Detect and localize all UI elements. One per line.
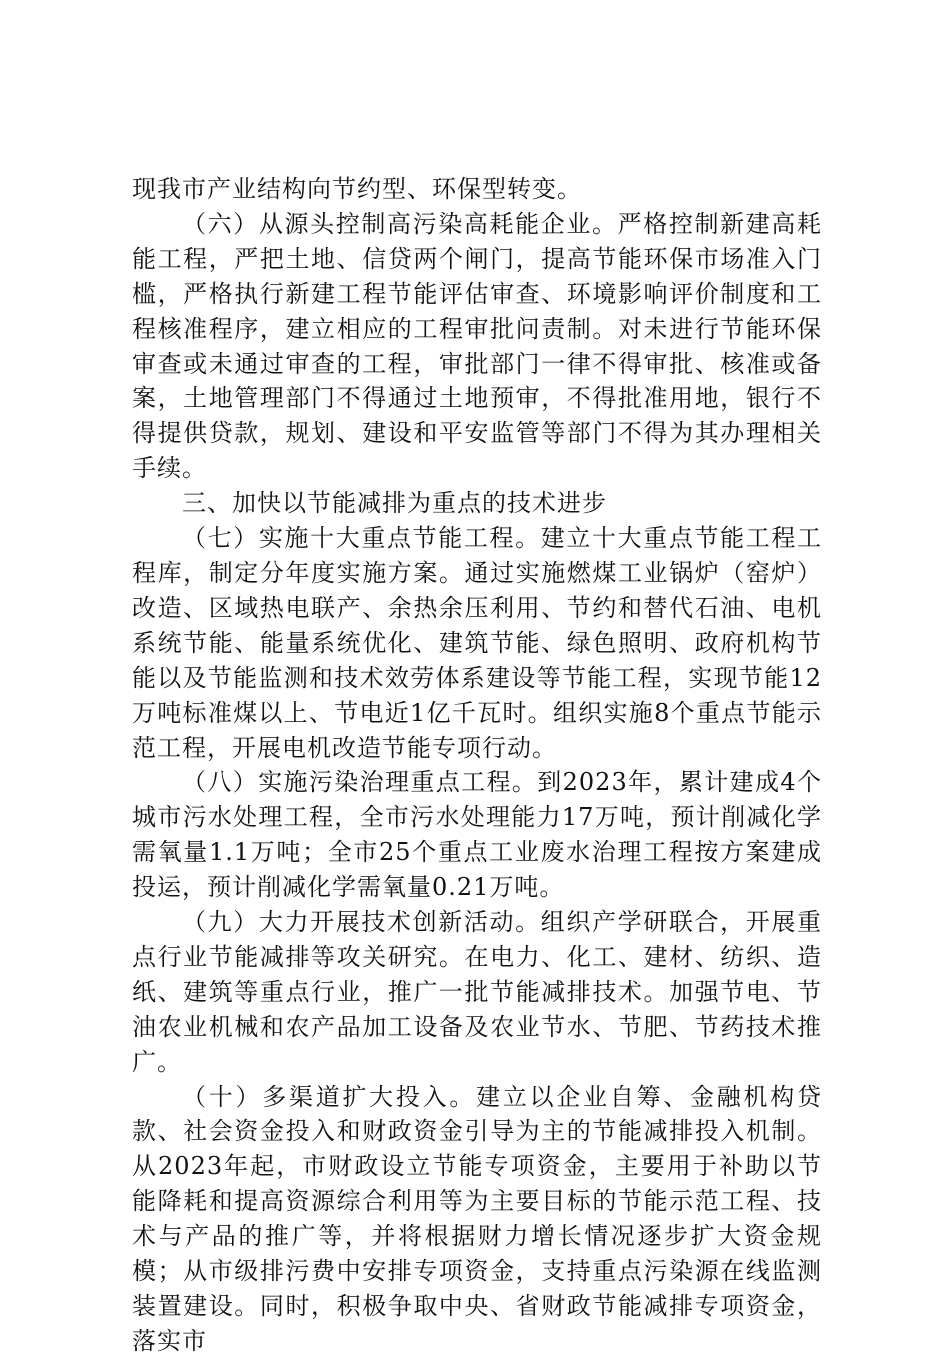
paragraph-nine: （九）大力开展技术创新活动。组织产学研联合，开展重点行业节能减排等攻关研究。在电力、化工、建材、纺织、造纸、建筑等重点行业，推广一批节能减排技术。加强节电、节油农业机械和农产品加工设备及农业节水、节肥、节药技术推广。	[132, 908, 822, 1076]
paragraph-seven: （七）实施十大重点节能工程。建立十大重点节能工程工程库，制定分年度实施方案。通过实施燃煤工业锅炉（窑炉）改造、区域热电联产、余热余压利用、节约和替代石油、电机系统节能、能量系统优化、建筑节能、绿色照明、政府机构节能以及节能监测和技术效劳体系建设等节能工程，实现节能12万吨标准煤以上、节电近1亿千瓦时。组织实施8个重点节能示范工程，开展电机改造节能专项行动。	[132, 524, 822, 762]
paragraph-eight: （八）实施污染治理重点工程。到2023年，累计建成4个城市污水处理工程，全市污水处理能力17万吨，预计削减化学需氧量1.1万吨；全市25个重点工业废水治理工程按方案建成投运，预计削减化学需氧量0.21万吨。	[132, 768, 822, 902]
paragraph-ten: （十）多渠道扩大投入。建立以企业自筹、金融机构贷款、社会资金投入和财政资金引导为主的节能减排投入机制。从2023年起，市财政设立节能专项资金，主要用于补助以节能降耗和提高资源综合利用等为主要目标的节能示范工程、技术与产品的推广等，并将根据财力增长情况逐步扩大资金规模；从市级排污费中安排专项资金，支持重点污染源在线监测装置建设。同时，积极争取中央、省财政节能减排专项资金，落实市	[132, 1082, 822, 1355]
paragraph-six: （六）从源头控制高污染高耗能企业。严格控制新建高耗能工程，严把土地、信贷两个闸门，提高节能环保市场准入门槛，严格执行新建工程节能评估审查、环境影响评价制度和工程核准程序，建立相应的工程审批问责制。对未进行节能环保审查或未通过审查的工程，审批部门一律不得审批、核准或备案，土地管理部门不得通过土地预审，不得批准用地，银行不得提供贷款，规划、建设和平安监管等部门不得为其办理相关手续。	[132, 209, 822, 483]
document-body	[132, 172, 822, 1359]
paragraph-continuation: 现我市产业结构向节约型、环保型转变。	[132, 175, 582, 203]
section-heading-three: 三、加快以节能减排为重点的技术进步	[182, 489, 607, 518]
